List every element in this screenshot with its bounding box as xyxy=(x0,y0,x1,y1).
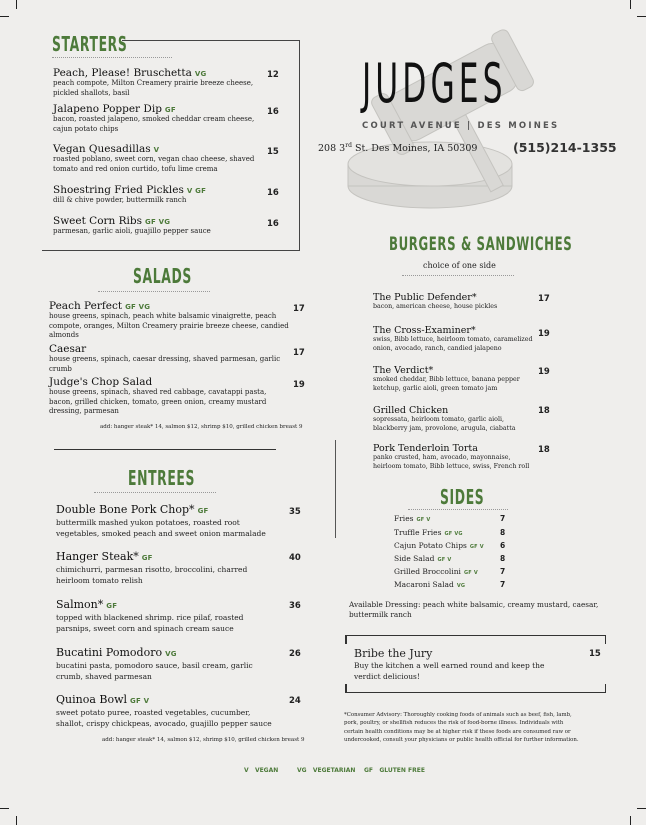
sides-divider xyxy=(408,509,508,510)
menu-item xyxy=(49,300,289,341)
jury-desc-line: verdict delicious! xyxy=(354,672,420,681)
item-desc: parsnips, sweet corn and spinach cream sauce xyxy=(56,623,234,633)
jury-desc-line: Buy the kitchen a well earned round and keep the xyxy=(354,661,545,670)
menu-item xyxy=(53,103,254,134)
item-name: The Cross-Examiner* xyxy=(373,325,476,336)
item-desc: bucatini pasta, pomodoro sauce, basil cream, garlic xyxy=(56,661,253,670)
diet-tag: GF V xyxy=(416,517,431,523)
item-desc: pickled shallots, basil xyxy=(53,88,130,97)
item-name: Jalapeno Popper Dip xyxy=(53,103,162,115)
diet-tag: GF xyxy=(197,507,209,515)
item-desc: dressing, parmesan xyxy=(49,407,119,415)
salads-divider xyxy=(98,291,210,292)
entree-addons: add: hanger steak* 14, salmon $12, shrimp $10, grilled chicken breast 9 xyxy=(102,737,305,743)
menu-item xyxy=(56,646,253,682)
item-price: 19 xyxy=(293,380,305,390)
item-desc: topped with blackened shrimp. rice pilaf, roasted xyxy=(56,613,244,622)
jury-bracket-left xyxy=(345,636,347,644)
menu-item xyxy=(56,693,272,729)
item-name: The Verdict* xyxy=(373,365,434,376)
item-name: Pork Tenderloin Torta xyxy=(373,443,478,454)
legend-label: VEGETARIAN xyxy=(312,767,356,774)
side-price: 8 xyxy=(500,554,506,563)
item-name: Grilled Chicken xyxy=(373,405,449,416)
item-price: 16 xyxy=(267,107,279,117)
item-desc: bacon, grilled chicken, tomato, green onion, creamy mustard xyxy=(49,397,267,406)
legend-entry xyxy=(297,767,355,774)
advisory-line: *Consumer Advisory: Thoroughly cooking foods of animals such as beef, fish, lamb, xyxy=(344,712,572,718)
crop-mark xyxy=(630,0,631,9)
item-desc: ketchup, garlic aioli, green tomato jam xyxy=(373,384,498,392)
legend-entry xyxy=(364,767,425,774)
item-name: Caesar xyxy=(49,343,87,355)
diet-tag: GF xyxy=(141,554,153,562)
diet-tag: GF V xyxy=(469,544,484,550)
item-name: Shoestring Fried Pickles xyxy=(53,184,184,196)
menu-item xyxy=(53,215,211,237)
item-desc: heirloom tomato relish xyxy=(56,575,143,585)
menu-item xyxy=(56,503,266,539)
side-price: 7 xyxy=(500,580,506,589)
diet-tag: V xyxy=(153,146,160,154)
menu-item xyxy=(56,598,243,634)
jury-bracket-right xyxy=(605,684,607,692)
item-name: Bucatini Pomodoro xyxy=(56,646,163,659)
item-desc: house greens, spinach, caesar dressing, shaved parmesan, garlic xyxy=(49,355,281,363)
item-price: 17 xyxy=(293,304,305,314)
menu-item xyxy=(56,550,247,586)
item-name: Vegan Quesadillas xyxy=(53,143,151,155)
jury-title: Bribe the Jury xyxy=(354,647,433,660)
item-desc: panko crusted, ham, avocado, mayonnaise, xyxy=(373,454,511,461)
menu-item xyxy=(53,184,206,206)
item-desc: bacon, roasted jalapeno, smoked cheddar cream cheese, xyxy=(53,115,255,123)
item-name: The Public Defender* xyxy=(373,292,477,303)
item-price: 17 xyxy=(538,294,550,304)
diet-tag: GF VG xyxy=(125,303,151,311)
crop-mark xyxy=(637,16,646,17)
item-desc: parmesan, garlic aioli, guajillo pepper sauce xyxy=(53,227,211,235)
side-name: Side Salad xyxy=(394,554,435,563)
legend-label: VEGAN xyxy=(254,767,279,774)
address-suffix: rd xyxy=(345,142,352,149)
menu-item xyxy=(373,405,516,433)
starters-divider xyxy=(52,57,172,58)
diet-tag: GF V xyxy=(463,570,478,576)
side-price: 7 xyxy=(500,567,506,576)
crop-mark xyxy=(0,808,9,809)
brand-name: JUDGES xyxy=(362,52,507,115)
side-item xyxy=(394,514,430,523)
item-price: 16 xyxy=(267,188,279,198)
side-name: Grilled Broccolini xyxy=(394,567,461,576)
starters-title: STARTERS xyxy=(52,32,128,56)
item-desc: chimichurri, parmesan risotto, broccolini, charred xyxy=(56,565,248,574)
salads-title: SALADS xyxy=(133,264,192,288)
item-desc: cajun potato chips xyxy=(53,124,119,133)
menu-item xyxy=(373,365,520,393)
item-price: 16 xyxy=(267,219,279,229)
item-desc: swiss, Bibb lettuce, heirloom tomato, caramelized xyxy=(373,336,533,343)
item-desc: sopressata, heirloom tomato, garlic aioli, xyxy=(373,416,504,423)
advisory-line: certain health conditions may be at higher risk if these foods are consumed raw or xyxy=(344,728,571,735)
item-price: 36 xyxy=(289,601,301,611)
crop-mark xyxy=(16,816,17,825)
sides-title: SIDES xyxy=(440,485,485,509)
address-street: St. Des Moines, IA 50309 xyxy=(351,143,478,155)
item-price: 17 xyxy=(293,348,305,358)
address-number: 208 3 xyxy=(318,143,346,155)
side-name: Macaroni Salad xyxy=(394,580,454,589)
side-item xyxy=(394,541,484,550)
brand-subtitle: COURT AVENUE | DES MOINES xyxy=(362,121,560,131)
address xyxy=(318,142,477,154)
item-price: 35 xyxy=(289,507,301,517)
entrees-divider xyxy=(94,492,216,493)
item-desc: peach compote, Milton Creamery prairie breeze cheese, xyxy=(53,79,254,87)
diet-tag: GF VG xyxy=(444,531,463,537)
burgers-divider xyxy=(402,275,514,276)
column-divider xyxy=(335,440,336,538)
item-name: Salmon* xyxy=(56,598,104,611)
item-desc: shallot, crispy chickpeas, avocado, guajillo pepper sauce xyxy=(56,718,272,728)
diet-tag: VG xyxy=(165,650,177,658)
item-desc: onion, avocado, ranch, candied jalapeno xyxy=(373,344,502,352)
jury-price: 15 xyxy=(589,649,601,659)
diet-tag: V GF xyxy=(186,187,207,195)
item-price: 40 xyxy=(289,553,301,563)
menu-item xyxy=(373,292,497,312)
side-price: 6 xyxy=(500,541,506,550)
menu-item xyxy=(53,67,253,98)
item-price: 19 xyxy=(538,367,550,377)
menu-item xyxy=(373,443,529,471)
diet-tag: GF VG xyxy=(145,218,171,226)
item-desc: vegetables, smoked peach and sweet onion marmalade xyxy=(56,528,266,538)
side-name: Fries xyxy=(394,514,414,523)
menu-item xyxy=(49,343,289,374)
item-price: 18 xyxy=(538,406,550,416)
advisory-line: undercooked, consult your physicians or public health official for further information. xyxy=(344,736,579,743)
menu-item xyxy=(53,143,254,174)
side-item xyxy=(394,528,463,537)
legend-entry xyxy=(244,767,278,774)
item-desc: house greens, spinach, peach white balsamic vinaigrette, peach xyxy=(49,312,277,320)
dressing-line: Available Dressing: peach white balsamic, creamy mustard, caesar, xyxy=(349,600,599,609)
item-desc: blackberry jam, provolone, arugula, ciabatta xyxy=(373,424,516,432)
item-price: 12 xyxy=(267,70,279,80)
item-price: 15 xyxy=(267,147,279,157)
side-price: 8 xyxy=(500,528,506,537)
consumer-advisory xyxy=(344,711,579,744)
diet-tag: GF V xyxy=(437,557,452,563)
burgers-subtitle: choice of one side xyxy=(423,261,496,270)
item-desc: crumb, shaved parmesan xyxy=(56,671,152,681)
item-name: Quinoa Bowl xyxy=(56,693,128,706)
side-price: 7 xyxy=(500,514,506,523)
item-desc: heirloom tomato, Bibb lettuce, swiss, French roll xyxy=(373,462,530,470)
dressing-options xyxy=(349,600,598,620)
legend-code: GF xyxy=(364,767,374,774)
diet-tag: GF xyxy=(164,106,176,114)
item-name: Double Bone Pork Chop* xyxy=(56,503,195,516)
item-desc: dill & chive powder, buttermilk ranch xyxy=(53,196,187,204)
item-name: Sweet Corn Ribs xyxy=(53,215,143,227)
item-desc: crumb xyxy=(49,364,72,373)
side-name: Cajun Potato Chips xyxy=(394,541,467,550)
item-name: Peach Perfect xyxy=(49,300,123,312)
diet-tag: VG xyxy=(456,583,466,589)
item-price: 18 xyxy=(538,445,550,455)
item-desc: buttermilk mashed yukon potatoes, roasted root xyxy=(56,518,240,527)
crop-mark xyxy=(16,0,17,9)
item-price: 26 xyxy=(289,649,301,659)
advisory-line: pork, poultry, or shellfish reduces the risk of food-borne illness. Individuals with xyxy=(344,720,564,727)
legend-code: VG xyxy=(297,767,307,774)
jury-bracket-left xyxy=(345,684,347,692)
diet-tag: GF V xyxy=(130,697,150,705)
entrees-title: ENTREES xyxy=(128,466,196,490)
side-name: Truffle Fries xyxy=(394,528,442,537)
item-desc: tomato and red onion curtido, tofu lime crema xyxy=(53,164,218,173)
side-item xyxy=(394,554,451,563)
jury-bracket-right xyxy=(605,636,607,644)
legend-code: V xyxy=(244,767,249,774)
side-item xyxy=(394,567,478,576)
item-desc: almonds xyxy=(49,331,79,339)
crop-mark xyxy=(630,816,631,825)
item-desc: bacon, american cheese, house pickles xyxy=(373,303,498,310)
item-desc: house greens, spinach, shaved red cabbage, cavatappi pasta, xyxy=(49,388,267,396)
crop-mark xyxy=(0,16,9,17)
item-name: Hanger Steak* xyxy=(56,550,139,563)
item-price: 19 xyxy=(538,329,550,339)
item-price: 24 xyxy=(289,696,301,706)
crop-mark xyxy=(637,808,646,809)
legend-label: GLUTEN FREE xyxy=(379,767,425,774)
item-desc: smoked cheddar, Bibb lettuce, banana pepper xyxy=(373,376,520,383)
salad-addons: add: hanger steak* 14, salmon $12, shrimp $10, grilled chicken breast 9 xyxy=(100,424,303,430)
dressing-line: buttermilk ranch xyxy=(349,610,412,619)
menu-item xyxy=(49,376,289,417)
item-desc: sweet potato puree, roasted vegetables, cucumber, xyxy=(56,708,251,717)
jury-desc xyxy=(354,660,544,682)
diet-tag: VG xyxy=(194,70,207,78)
item-desc: compote, oranges, Milton Creamery prairie breeze cheese, candied xyxy=(49,321,289,330)
diet-tag: GF xyxy=(106,602,118,610)
side-item xyxy=(394,580,465,589)
salads-rule xyxy=(54,449,276,450)
item-name: Judge's Chop Salad xyxy=(49,376,153,388)
item-name: Peach, Please! Bruschetta xyxy=(53,67,192,79)
menu-item xyxy=(373,325,533,353)
item-desc: roasted poblano, sweet corn, vegan chao cheese, shaved xyxy=(53,155,255,163)
burgers-title: BURGERS & SANDWICHES xyxy=(389,233,573,255)
phone-number[interactable]: (515)214-1355 xyxy=(513,140,617,155)
